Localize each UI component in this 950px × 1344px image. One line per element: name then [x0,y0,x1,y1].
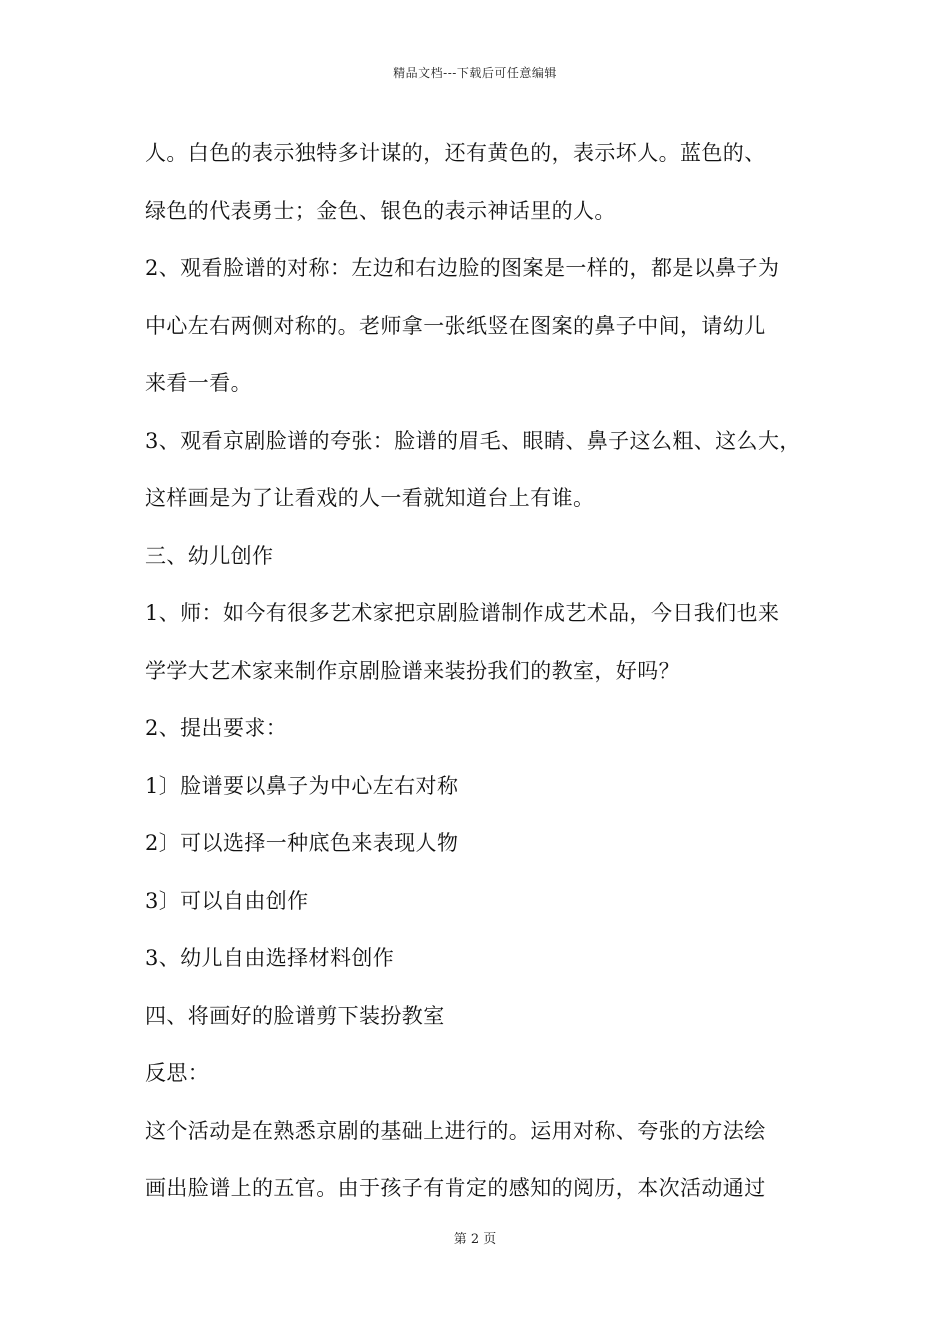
section-heading-4: 四、将画好的脸谱剪下装扮教室 [145,1003,445,1028]
body-line-9: 1、师：如今有很多艺术家把京剧脸谱制作成艺术品，今日我们也来 [145,601,780,625]
body-line-3: 2、观看脸谱的对称：左边和右边脸的图案是一样的，都是以鼻子为 [145,256,780,280]
requirement-item-2: 2〕可以选择一种底色来表现人物 [145,831,459,855]
body-line-1: 人。白色的表示独特多计谋的，还有黄色的，表示坏人。蓝色的、 [145,141,766,165]
document-body [145,130,835,1223]
body-line-18: 这个活动是在熟悉京剧的基础上进行的。运用对称、夸张的方法绘 [145,1118,766,1143]
body-line-11: 2、提出要求： [145,716,288,740]
body-line-2: 绿色的代表勇士；金色、银色的表示神话里的人。 [145,198,616,223]
section-heading-3: 三、幼儿创作 [145,543,274,568]
requirement-item-3: 3〕可以自由创作 [145,888,309,913]
page-number: 第 2 页 [453,1232,497,1247]
body-line-19: 画出脸谱上的五官。由于孩子有肯定的感知的阅历，本次活动通过 [145,1176,766,1200]
page-header: 精品文档---下载后可任意编辑 [393,66,557,80]
body-line-10: 学学大艺术家来制作京剧脸谱来装扮我们的教室，好吗？ [145,658,680,683]
body-line-7: 这样画是为了让看戏的人一看就知道台上有谁。 [145,486,595,510]
body-line-15: 3、幼儿自由选择材料创作 [145,946,395,970]
body-line-6: 3、观看京剧脸谱的夸张：脸谱的眉毛、眼睛、鼻子这么粗、这么大， [145,428,801,453]
requirement-item-1: 1〕脸谱要以鼻子为中心左右对称 [145,773,459,798]
body-line-5: 来看一看。 [145,371,252,395]
body-line-4: 中心左右两侧对称的。老师拿一张纸竖在图案的鼻子中间，请幼儿 [145,313,766,338]
reflection-heading: 反思： [145,1061,210,1085]
